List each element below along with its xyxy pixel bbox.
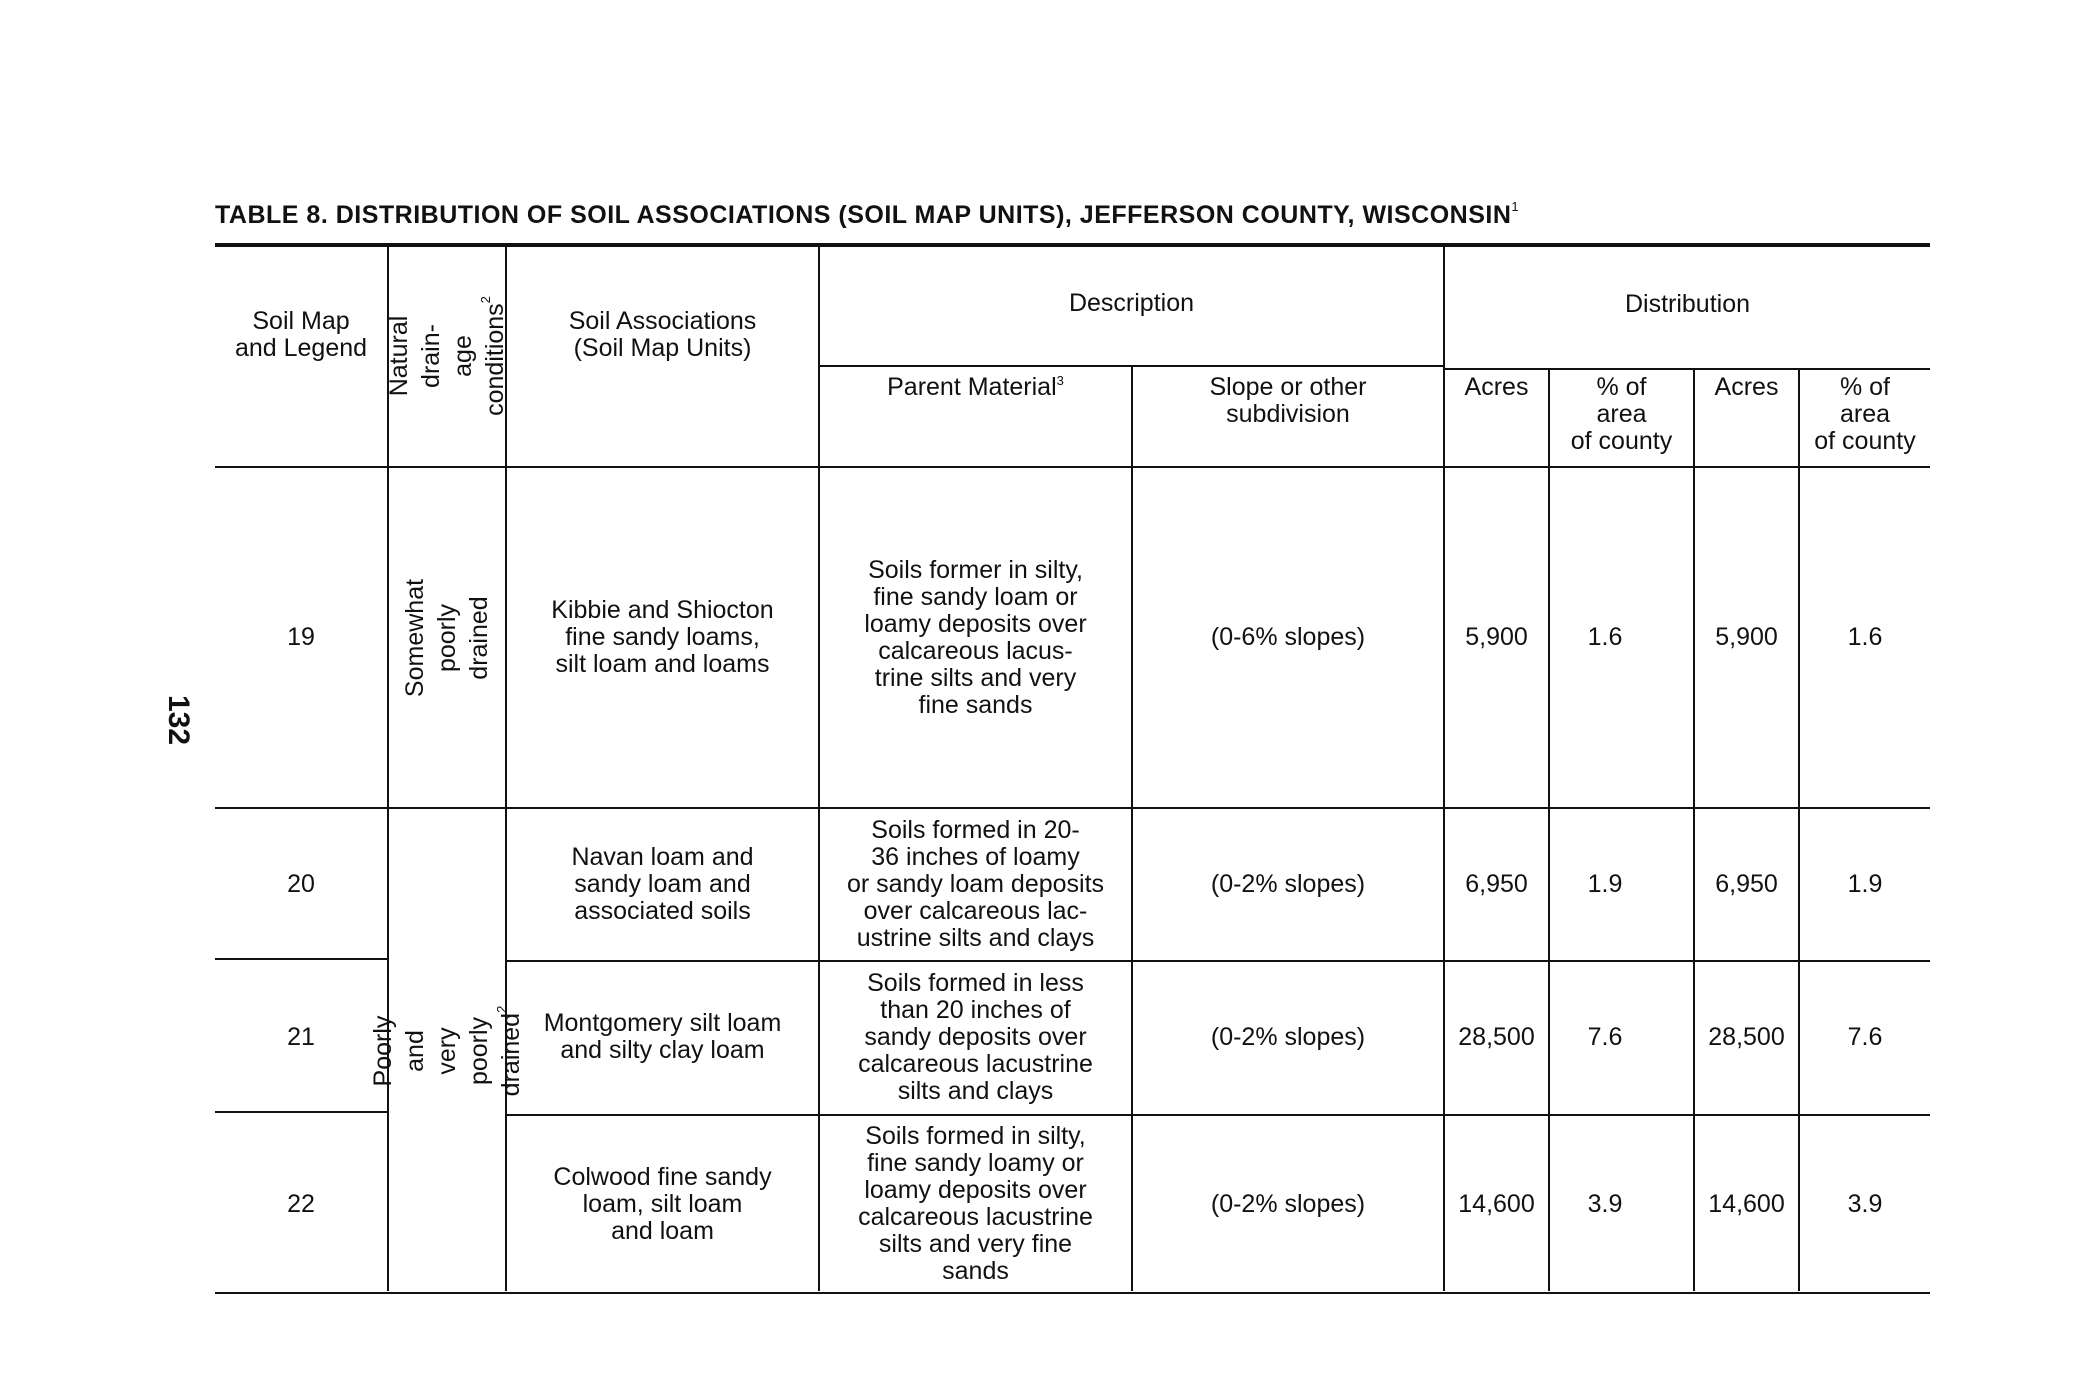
page-number-text: 132 xyxy=(162,694,195,746)
header-soil-map xyxy=(215,308,387,368)
row-19-association: Kibbie and Shiocton fine sandy loams, silt loam and loams xyxy=(551,596,774,678)
row-20-pct-1: 1.9 xyxy=(1587,869,1623,898)
row-19-acres-2: 5,900 xyxy=(1715,623,1778,651)
parent-material-footnote-marker: 3 xyxy=(1056,373,1064,388)
header-distribution-text: Distribution xyxy=(1624,289,1751,318)
row-20-pct-2: 1.9 xyxy=(1847,869,1883,898)
drainage-group-poorly-and-very-poorly: Poorly and very poorly drained$^2$ xyxy=(369,1005,525,1096)
row-22-pct-2: 3.9 xyxy=(1847,1189,1883,1218)
row-19-map-unit: 19 xyxy=(287,623,315,651)
row-21-acres-1: 28,500 xyxy=(1458,1022,1535,1051)
header-acres-2: Acres xyxy=(1714,373,1779,401)
drainage-footnote-marker: 2 xyxy=(478,296,493,304)
row-22-association: Colwood fine sandy loam, silt loam and loam xyxy=(553,1162,772,1245)
row-22-slope: (0-2% slopes) xyxy=(1210,1189,1366,1218)
header-parent-material: Parent Material $^3$ xyxy=(887,373,1064,401)
row-20-parent-material: Soils formed in 20- 36 inches of loamy or sandy loam deposits over calcareous lac- ustrine silts and clays xyxy=(846,815,1105,952)
row-22-acres-1: 14,600 xyxy=(1458,1189,1535,1218)
row-21-pct-2: 7.6 xyxy=(1847,1022,1883,1051)
header-pct-2: % of area of county xyxy=(1814,373,1916,455)
row-21-map-unit: 21 xyxy=(287,1022,315,1051)
row-22-map-unit: 22 xyxy=(287,1189,315,1218)
header-slope-text: Slope or other subdivision xyxy=(1209,373,1367,428)
header-description xyxy=(820,285,1443,321)
row-21-slope: (0-2% slopes) xyxy=(1210,1022,1366,1051)
header-associations xyxy=(507,308,818,368)
drainage-group-footnote-marker: 2 xyxy=(494,1005,509,1013)
header-acres-1: Acres xyxy=(1464,373,1529,401)
row-20-slope: (0-2% slopes) xyxy=(1210,869,1366,898)
distribution-subheader-rule xyxy=(1443,368,1930,370)
row-21-acres-2: 28,500 xyxy=(1708,1022,1785,1051)
row-19-slope: (0-6% slopes) xyxy=(1210,623,1366,651)
table-title-text: TABLE 8. DISTRIBUTION OF SOIL ASSOCIATIONS (SOIL MAP UNITS), JEFFERSON COUNTY, WISCONSIN xyxy=(215,201,1512,229)
header-slope xyxy=(1133,374,1443,434)
row-20-acres-2: 6,950 xyxy=(1715,869,1778,898)
header-pct-1: % of area of county xyxy=(1570,373,1673,455)
row-19-pct-2: 1.6 xyxy=(1847,623,1883,651)
row-21-association: Montgomery silt loam and silty clay loam xyxy=(543,1009,782,1064)
drainage-group-somewhat-poorly: Somewhat poorly drained xyxy=(401,578,493,697)
header-drainage xyxy=(385,247,509,465)
row-21-pct-1: 7.6 xyxy=(1587,1022,1623,1051)
row-20-map-unit: 20 xyxy=(287,869,315,898)
header-description-text: Description xyxy=(1068,288,1195,317)
row-19-parent-material: Soils former in silty, fine sandy loam or loamy deposits over calcareous lacus- trine silts and very fine sands xyxy=(864,555,1087,719)
header-associations-text: Soil Associations (Soil Map Units) xyxy=(568,307,757,362)
row-19-pct-1: 1.6 xyxy=(1587,623,1623,651)
row-22-acres-2: 14,600 xyxy=(1708,1189,1785,1218)
row-22-pct-1: 3.9 xyxy=(1587,1189,1623,1218)
header-distribution xyxy=(1445,286,1930,322)
row-19-acres-1: 5,900 xyxy=(1465,623,1528,651)
table-bottom-rule xyxy=(215,1292,1930,1294)
row-20-association: Navan loam and sandy loam and associated soils xyxy=(571,842,754,925)
row-22-parent-material: Soils formed in silty, fine sandy loamy or loamy deposits over calcareous lacustrine silts and very fine sands xyxy=(858,1122,1093,1285)
title-footnote-marker: 1 xyxy=(1511,199,1520,214)
header-soil-map-text: Soil Map and Legend xyxy=(234,307,368,362)
row-20-acres-1: 6,950 xyxy=(1465,869,1528,898)
row-21-parent-material: Soils formed in less than 20 inches of sandy deposits over calcareous lacustrine silts and clays xyxy=(858,968,1093,1105)
header-drainage-text: Natural drain- age conditions$^2$ xyxy=(385,296,509,416)
